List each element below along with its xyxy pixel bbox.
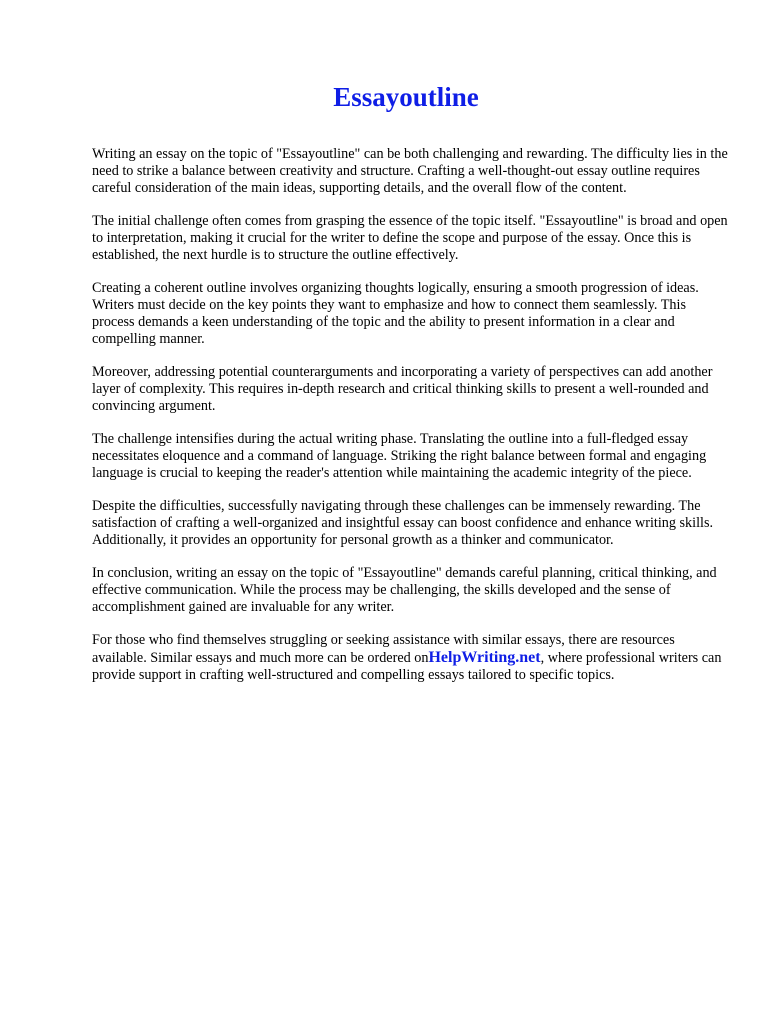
paragraph-2: The initial challenge often comes from grasping the essence of the topic itself. "Essayoutline" is broad and open to interpretation, making it crucial for the writer to define the scope and purpose of the essay. Once this is established, the next hurdle is to structure the outline effectively. xyxy=(92,213,728,263)
paragraph-8-text-after-link: , where professional writers can provide support in crafting well-structured and compelling essays tailored to specific topics. xyxy=(92,650,722,683)
paragraph-5: The challenge intensifies during the actual writing phase. Translating the outline into a full-fledged essay necessitates eloquence and a command of language. Striking the right balance between formal and engaging language is crucial to keeping the reader's attention while maintaining the academic integrity of the piece. xyxy=(92,431,707,481)
paragraph-3: Creating a coherent outline involves organizing thoughts logically, ensuring a smooth progression of ideas. Writers must decide on the key points they want to emphasize and how to connect them seamlessly. This process demands a keen understanding of the topic and the ability to present information in a clear and compelling manner. xyxy=(92,280,699,347)
page-title: Essayoutline xyxy=(333,82,479,112)
paragraph-8-text-before-link: For those who find themselves struggling or seeking assistance with similar essays, there are resources available. Similar essays and much more can be ordered on xyxy=(92,632,675,666)
paragraph-6: Despite the difficulties, successfully navigating through these challenges can be immensely rewarding. The satisfaction of crafting a well-organized and insightful essay can boost confidence and enhance writing skills. Additionally, it provides an opportunity for personal growth as a thinker and communicator. xyxy=(92,498,714,548)
paragraph-1: Writing an essay on the topic of "Essayoutline" can be both challenging and rewarding. The difficulty lies in the need to strike a balance between creativity and structure. Crafting a well-thought-out essay outline requires careful consideration of the main ideas, supporting details, and the overall flow of the content. xyxy=(92,146,728,196)
helpwriting-link[interactable]: HelpWriting.net xyxy=(428,649,541,666)
paragraph-8 xyxy=(92,632,732,684)
document-body xyxy=(92,146,732,700)
paragraph-7: In conclusion, writing an essay on the topic of "Essayoutline" demands careful planning, critical thinking, and effective communication. While the process may be challenging, the skills developed and the sense of accomplishment gained are invaluable for any writer. xyxy=(92,565,717,615)
paragraph-4: Moreover, addressing potential counterarguments and incorporating a variety of perspectives can add another layer of complexity. This requires in-depth research and critical thinking skills to present a well-rounded and convincing argument. xyxy=(92,364,713,414)
